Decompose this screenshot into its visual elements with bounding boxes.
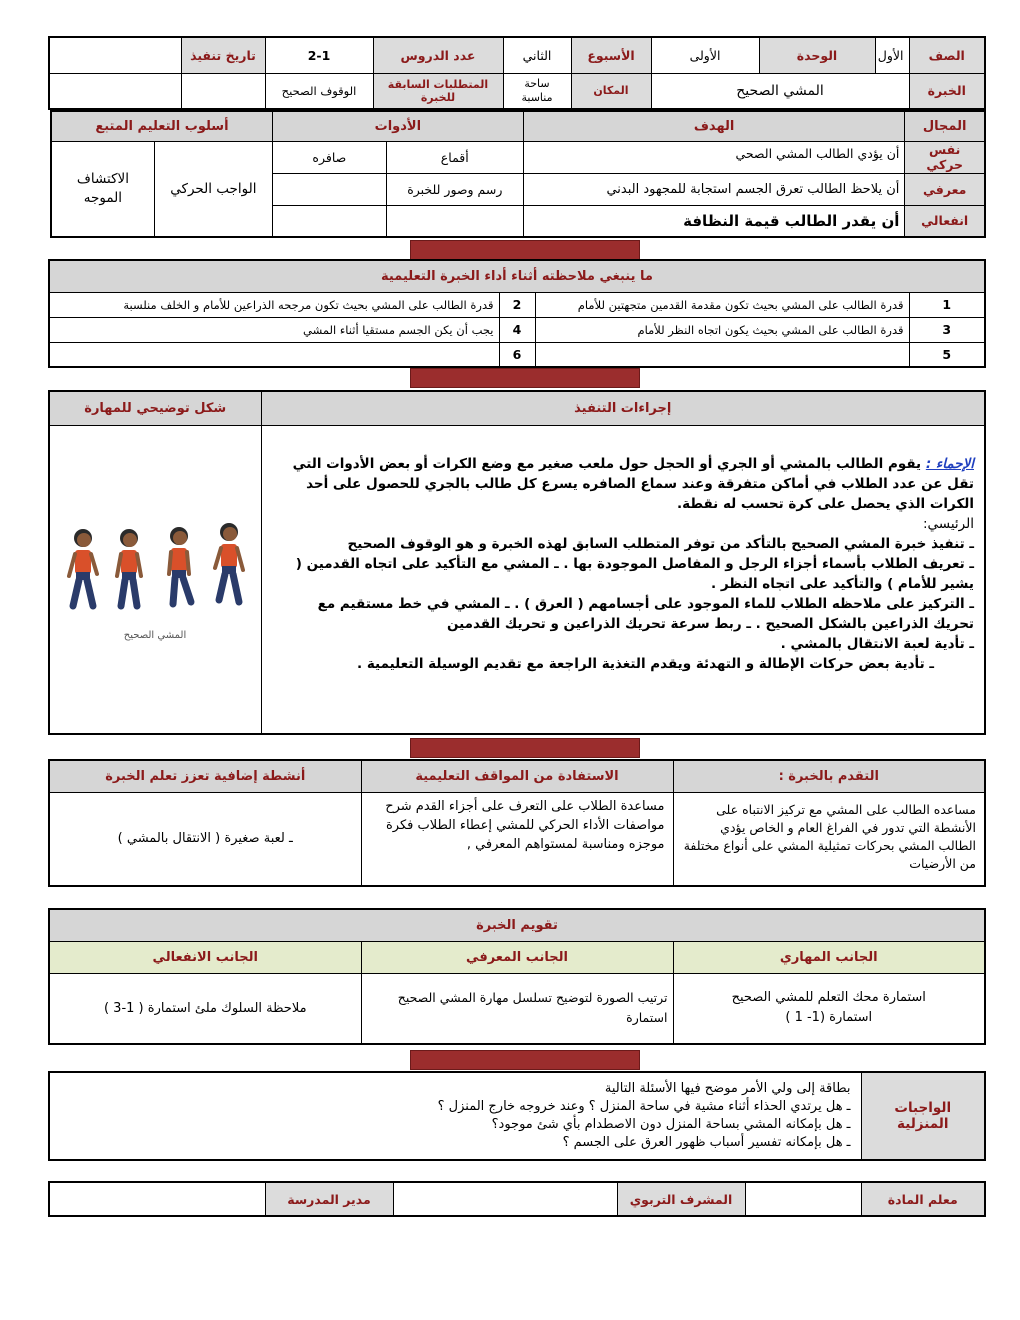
observation-title: ما ينبغي ملاحظته أثناء أداء الخبرة التعليمية	[49, 260, 985, 292]
place-value: ساحة مناسبة	[503, 73, 571, 109]
homework-table	[50, 1071, 986, 1161]
goal-header: الهدف	[523, 111, 905, 141]
benefits-table	[50, 759, 986, 887]
separator-bar	[410, 240, 640, 260]
exec-date-label: تاريخ تنفيذ	[181, 37, 265, 73]
observe-item	[535, 342, 909, 367]
homework-intro: بطاقة إلى ولي الأمر موضح فيها الأسئلة التالية	[604, 1081, 851, 1096]
unit-label: الوحدة	[759, 37, 875, 73]
observe-item: قدرة الطالب على المشي بحيث تكون مقدمة القدمين متجهتين للأمام	[535, 292, 909, 317]
tool-cones: أقماع	[386, 141, 523, 173]
situations-header: الاستفادة من المواقف التعليمية	[361, 760, 673, 792]
separator-bar	[410, 1050, 640, 1070]
observe-item	[49, 342, 499, 367]
procedures-title: إجراءات التنفيذ	[261, 391, 985, 425]
objectives-table	[50, 110, 986, 238]
skill-eval-line: استمارة محك التعلم للمشي الصحيح	[731, 990, 926, 1006]
lessons-label: عدد الدروس	[373, 37, 503, 73]
tool-empty	[272, 205, 386, 237]
affective-eval: ملاحظة السلوك ملئ استمارة ( 1-3 )	[49, 973, 361, 1044]
walking-figure	[215, 523, 243, 602]
domain-cognitive: معرفي	[905, 173, 985, 205]
style-header: أسلوب التعليم المتبع	[51, 111, 272, 141]
progress-header: التقدم بالخبرة :	[673, 760, 985, 792]
warmup-text: يقوم الطالب بالمشي أو الجري أو الحجل حول ملعب صغير مع وضع الكرات أو بعض الأدوات التي تقل عن عدد الطلاب في أماكن متفرقة وعند سماع الصافره يسرع كل طالب بالجري للحصول على أحد الكرات الذي يحصل على كرة تحسب له نقطة.	[292, 455, 974, 512]
skill-eval-line: استمارة (1- 1 )	[785, 1010, 873, 1026]
teaching-style-2: الاكتشاف الموجه	[51, 141, 154, 237]
observe-number: 5	[909, 342, 985, 367]
observe-number: 2	[499, 292, 535, 317]
tool-empty	[272, 173, 386, 205]
teacher-signature	[745, 1182, 861, 1216]
class-label: الصف	[909, 37, 985, 73]
figure-title: شكل توضيحي للمهارة	[49, 391, 261, 425]
evaluation-title: تقويم الخبرة	[49, 909, 985, 941]
warmup-label: الإحماء :	[925, 455, 974, 472]
experience-label: الخبرة	[909, 73, 985, 109]
prereq-value: الوقوف الصحيح	[265, 73, 373, 109]
tool-drawings: رسم وصور للخبرة	[386, 173, 523, 205]
blank-cell	[49, 73, 181, 109]
activities-header: أنشطة إضافية تعزز تعلم الخبرة	[49, 760, 361, 792]
cognitive-eval-line: استمارة	[626, 1010, 668, 1026]
activities-text: ـ لعبة صغيرة ( الانتقال بالمشي )	[49, 792, 361, 886]
situations-text: مساعدة الطلاب على التعرف على أجزاء القدم شرح مواصفات الأداء الحركي للمشي إعطاء الطلاب فكرة موجزه ومناسبة لمستواهم المعرفي ,	[361, 792, 673, 886]
procedure-line: ـ تأدية لعبة الانتقال بالمشي .	[780, 635, 974, 652]
supervisor-label: المشرف التربوي	[617, 1182, 745, 1216]
observe-item: يجب أن يكن الجسم مستقيا أثناء المشي	[49, 317, 499, 342]
main-label: الرئيسي:	[923, 515, 974, 532]
unit-value: الأولى	[651, 37, 759, 73]
separator-bar	[410, 738, 640, 758]
figure-caption: المشي الصحيح	[124, 629, 187, 641]
homework-body	[49, 1072, 861, 1160]
goal-affective: أن يقدر الطالب قيمة النظافة	[523, 205, 905, 237]
principal-signature	[49, 1182, 265, 1216]
tool-empty	[386, 205, 523, 237]
week-label: الأسبوع	[571, 37, 651, 73]
homework-label: الواجبات المنزلية	[861, 1072, 985, 1160]
separator-bar	[410, 368, 640, 388]
teaching-style-1: الواجب الحركي	[154, 141, 272, 237]
week-value: الثاني	[503, 37, 571, 73]
figure-cell	[49, 425, 261, 734]
procedure-line: ـ تنفيذ خبرة المشي الصحيح بالتأكد من توفر المتطلب السابق لهذه الخبرة و هو الوقوف الصحيح	[347, 535, 974, 552]
experience-value: المشي الصحيح	[651, 73, 909, 109]
evaluation-table	[50, 908, 986, 1045]
observe-number: 6	[499, 342, 535, 367]
procedure-line: ـ التركيز على ملاحظه الطلاب للماء الموجود على أجسامهم ( العرق ) . ـ المشي في خط مستقيم مع تحريك الذراعين بالشكل الصحيح . ـ ربط سرعة تحريك الذراعين و تحريك القدمين	[317, 595, 974, 632]
procedures-table	[50, 390, 986, 735]
observe-number: 3	[909, 317, 985, 342]
walking-figure	[69, 529, 97, 606]
domain-header: المجال	[905, 111, 985, 141]
goal-psychomotor: أن يؤدي الطالب المشي الصحي	[523, 141, 905, 173]
cognitive-eval	[361, 973, 673, 1044]
procedure-line: ـ تعريف الطلاب بأسماء أجزاء الرجل و المفاصل الموجودة بها . ـ المشي مع التأكيد على اتجاه القدمين ( يشير للأمام ) والتأكيد على اتجاه النظر .	[295, 555, 974, 592]
class-value: الأول	[875, 37, 909, 73]
blank-cell	[181, 73, 265, 109]
observe-number: 4	[499, 317, 535, 342]
homework-question: ـ هل يرتدي الحذاء أثناء مشية في ساحة المنزل ؟ وعند خروجه خارج المنزل ؟	[437, 1099, 851, 1114]
exec-date-value	[49, 37, 181, 73]
skill-eval	[673, 973, 985, 1044]
lessons-value: 2-1	[265, 37, 373, 73]
observe-item: قدرة الطالب على المشي بحيث يكون اتجاه النظر للأمام	[535, 317, 909, 342]
walking-figure	[169, 527, 191, 604]
walking-figure	[117, 529, 141, 606]
skill-header: الجانب المهاري	[673, 941, 985, 973]
tools-header: الأدوات	[272, 111, 523, 141]
prereq-label: المتطلبات السابقة للخبرة	[373, 73, 503, 109]
supervisor-signature	[393, 1182, 617, 1216]
tool-whistle: صافره	[272, 141, 386, 173]
progress-text: مساعده الطالب على المشي مع تركيز الانتباه على الأنشطة التي تدور في الفراغ العام و الخاص يؤدي الطالب المشي بحركات تمثيلية المشي على أنواع مختلفة من الأرضيات	[673, 792, 985, 886]
procedures-body	[261, 425, 985, 734]
observation-table	[50, 259, 986, 368]
cognitive-header: الجانب المعرفي	[361, 941, 673, 973]
homework-question: ـ هل بإمكانه المشي بساحة المنزل دون الاصطدام بأي شئ موجود؟	[491, 1117, 851, 1132]
domain-affective: انفعالي	[905, 205, 985, 237]
walking-figure-illustration	[51, 426, 259, 726]
signature-table	[50, 1181, 986, 1217]
principal-label: مدير المدرسة	[265, 1182, 393, 1216]
procedure-line: ـ تأدية بعض حركات الإطالة و التهدئة ويقدم التغذية الراجعة مع تقديم الوسيلة التعليمية .	[357, 655, 934, 672]
teacher-label: معلم المادة	[861, 1182, 985, 1216]
goal-cognitive: أن يلاحظ الطالب تعرق الجسم استجابة للمجهود البدني	[523, 173, 905, 205]
affective-header: الجانب الانفعالي	[49, 941, 361, 973]
observe-number: 1	[909, 292, 985, 317]
cognitive-eval-line: ترتيب الصورة لتوضيح تسلسل مهارة المشي الصحيح	[397, 990, 668, 1006]
domain-psychomotor: نفس حركي	[905, 141, 985, 173]
homework-question: ـ هل بإمكانه تفسير أسباب ظهور العرق على الجسم ؟	[562, 1135, 851, 1150]
place-label: المكان	[571, 73, 651, 109]
header-table	[50, 36, 986, 110]
observe-item: قدرة الطالب على المشي بحيث تكون مرجحه الذراعين للأمام و الخلف منلسبة	[49, 292, 499, 317]
